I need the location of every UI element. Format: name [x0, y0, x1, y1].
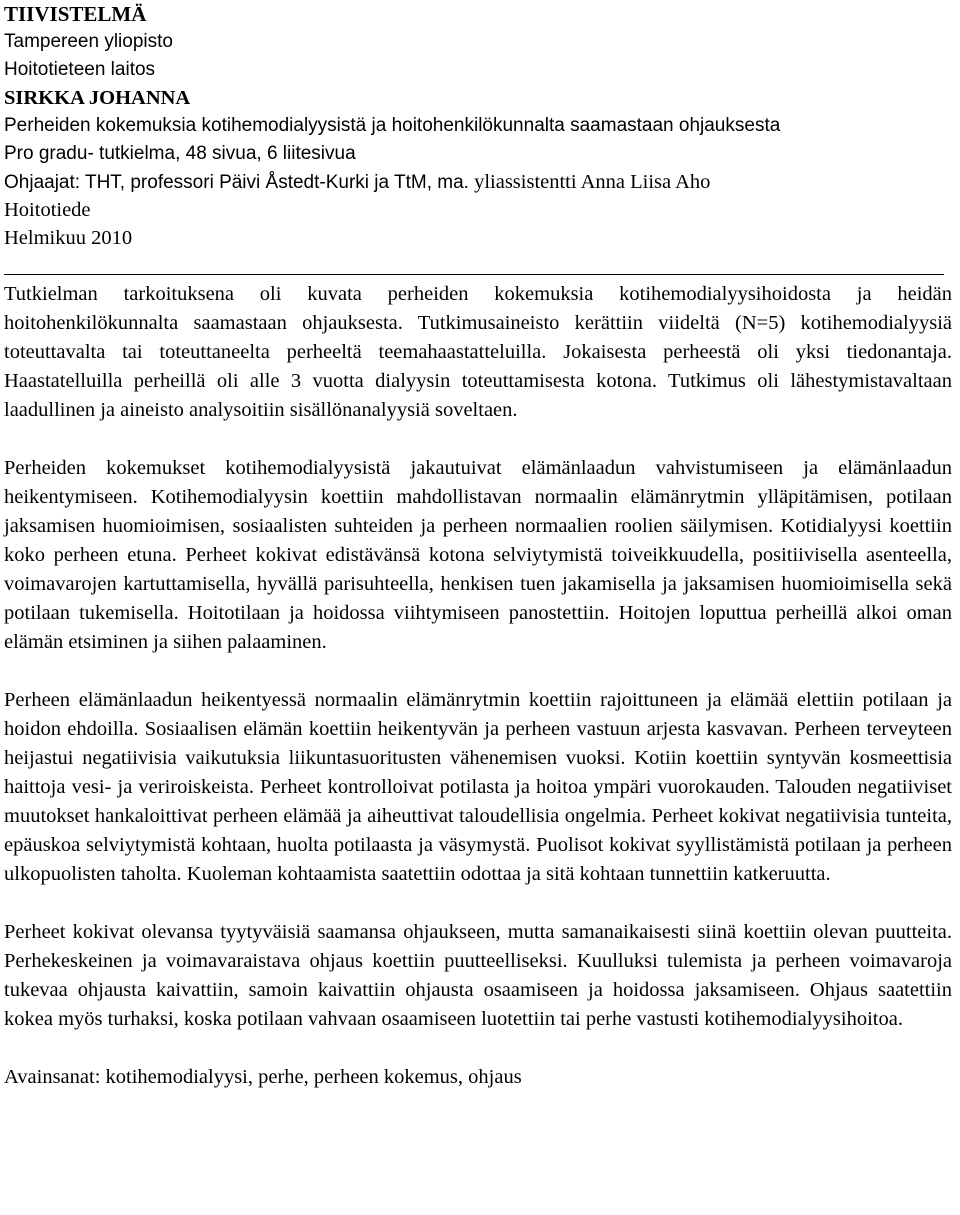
author-name: SIRKKA JOHANNA — [4, 87, 191, 109]
supervisors: Ohjaajat: THT, professori Päivi Åstedt-Kurki ja TtM, ma. — [4, 172, 469, 193]
abstract-body — [4, 280, 954, 1092]
subject: Hoitotiede — [4, 199, 91, 221]
abstract-paragraph: Perheiden kokemukset kotihemodialyysistä jakautuivat elämänlaadun vahvistumiseen ja elämänlaadun heikentymiseen. Kotihemodialyysin koettiin mahdollistavan normaalin elämänrytmin ylläpitämisen, potilaan jaksamisen huomioimisen, sosiaalisten suhteiden ja perheen normaalien roolien säilymisen. Kotidialyysi koettiin koko perheen etuna. Perheet kokivat edistävänsä kotona selviytymistä toiveikkuudella, positiivisella asenteella, voimavarojen kartuttamisella, hyvällä parisuhteella, henkisen tuen jakamisella ja jaksamisen huomioimisella sekä potilaan tukemisella. Hoitotilaan ja hoidossa viihtymiseen panostettiin. Hoitojen loputtua perheillä alkoi oman elämän etsiminen ja siihen palaaminen. — [4, 457, 952, 653]
divider-rule — [4, 274, 944, 275]
thesis-title: Perheiden kokemuksia kotihemodialyysistä ja hoitohenkilökunnalta saamastaan ohjauksesta — [4, 115, 781, 136]
abstract-page — [4, 0, 954, 1092]
keywords: Avainsanat: kotihemodialyysi, perhe, perheen kokemus, ohjaus — [4, 1066, 522, 1088]
thesis-info: Pro gradu- tutkielma, 48 sivua, 6 liitesivua — [4, 143, 356, 164]
supervisors-continued: yliassistentti Anna Liisa Aho — [474, 171, 711, 193]
abstract-paragraph: Tutkielman tarkoituksena oli kuvata perheiden kokemuksia kotihemodialyysihoidosta ja heidän hoitohenkilökunnalta saamastaan ohjauksesta. Tutkimusaineisto kerättiin viideltä (N=5) kotihemodialyysiä toteuttavalta tai toteuttaneelta perheeltä teemahaastatteluilla. Jokaisesta perheestä oli yksi tiedonantaja. Haastatelluilla perheillä oli alle 3 vuotta dialyysin toteuttamisesta kotona. Tutkimus oli lähestymistavaltaan laadullinen ja aineisto analysoitiin sisällönanalyysiä soveltaen. — [4, 283, 952, 421]
university: Tampereen yliopisto — [4, 31, 173, 52]
date: Helmikuu 2010 — [4, 227, 133, 249]
abstract-paragraph: Perheet kokivat olevansa tyytyväisiä saamansa ohjaukseen, mutta samanaikaisesti siinä koettiin olevan puutteita. Perhekeskeinen ja voimavaraistava ohjaus koettiin puutteelliseksi. Kuulluksi tulemista ja perheen voimavaroja tukevaa ohjausta kaivattiin, samoin kaivattiin ohjausta osaamiseen ja hoidossa jaksamiseen. Ohjaus saatettiin kokea myös turhaksi, koska potilaan vahvaan osaamiseen luotettiin tai perhe vastusti kotihemodialyysihoitoa. — [4, 921, 952, 1030]
department: Hoitotieteen laitos — [4, 59, 156, 80]
abstract-paragraph: Perheen elämänlaadun heikentyessä normaalin elämänrytmin koettiin rajoittuneen ja elämää elettiin potilaan ja hoidon ehdoilla. Sosiaalisen elämän koettiin heikentyvän ja perheen vastuun arjesta kasvavan. Perheen terveyteen heijastui negatiivisia vaikutuksia liikuntasuoritusten vähenemisen vuoksi. Kotiin koettiin syntyvän kosmeettisia haittoja vesi- ja veriroiskeista. Perheet kontrolloivat potilasta ja hoitoa ympäri vuorokauden. Talouden negatiiviset muutokset hankaloittivat perheen elämää ja aiheuttivat taloudellisia ongelmia. Perheet kokivat negatiivisia tunteita, epäuskoa selviytymistä kohtaan, huolta potilaasta ja väsymystä. Puolisot kokivat syyllistämistä potilaan ja perheen ulkopuolisten taholta. Kuoleman kohtaamista saatettiin odottaa ja sitä kohtaan tunnettiin katkeruutta. — [4, 689, 952, 885]
page-title: TIIVISTELMÄ — [4, 2, 147, 26]
supervisors-line — [4, 168, 954, 196]
